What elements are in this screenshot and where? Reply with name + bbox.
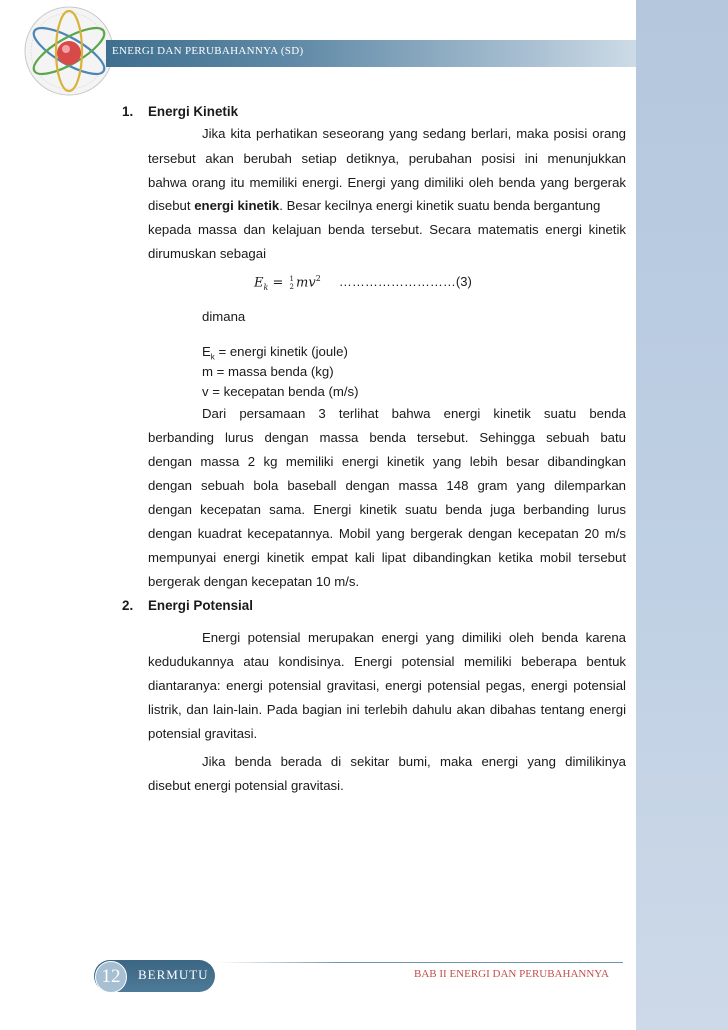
right-margin-bar <box>636 0 728 1030</box>
footer-chapter: BAB II ENERGI DAN PERUBAHANNYA <box>414 968 609 980</box>
paragraph-line: Jika benda berada di sekitar bumi, maka energi yang dimilikinya <box>202 754 626 769</box>
formula-lhs: E <box>254 275 264 291</box>
paragraph-line: dengan kuadrat kecepatannya. Mobil yang bergerak dengan kecepatan 20 m/s <box>148 526 626 541</box>
paragraph-line: dengan massa 2 kg memiliki energi kinetik yang lebih besar dibandingkan <box>148 454 626 469</box>
formula-rhs: mv <box>296 275 316 291</box>
paragraph-line: Jika kita perhatikan seseorang yang sedang berlari, maka posisi orang <box>202 126 626 141</box>
paragraph-line: bahwa orang itu memiliki energi. Energi yang dimiliki oleh benda yang bergerak <box>148 175 626 190</box>
section-1-title: Energi Kinetik <box>148 104 239 119</box>
paragraph-line: bergerak dengan kecepatan 10 m/s. <box>148 574 360 589</box>
paragraph-line: diantaranya: energi potensial gravitasi, energi potensial pegas, energi potensial <box>148 678 626 693</box>
def-symbol: m <box>202 364 213 379</box>
paragraph-line: listrik, dan lain-lain. Pada bagian ini terlebih dahulu akan dibahas tentang energi <box>148 702 626 717</box>
paragraph-line: mempunyai energi kinetik empat kali lipat dibandingkan ketika mobil tersebut <box>148 550 626 565</box>
definition-m <box>202 364 334 380</box>
paragraph-line: Dari persamaan 3 terlihat bahwa energi kinetik suatu benda <box>202 406 626 421</box>
def-text: = massa benda (kg) <box>213 364 334 379</box>
equation-number: ………………………(3) <box>338 274 472 290</box>
def-sub: k <box>210 352 215 362</box>
def-symbol: E <box>202 344 211 359</box>
disebut-word: disebut <box>148 198 191 213</box>
paragraph-text: Besar kecilnya energi kinetik suatu benda bergantung <box>286 198 601 213</box>
paragraph-line: dengan sebuah bola baseball dengan massa 148 gram yang dilemparkan <box>148 478 626 493</box>
fraction-numerator: 1 <box>289 274 295 283</box>
paragraph-line: tersebut akan berubah setiap detiknya, perubahan posisi ini menunjukkan <box>148 151 626 166</box>
fraction-denominator: 2 <box>289 282 295 291</box>
definition-v <box>202 384 359 400</box>
bold-term: energi kinetik <box>194 198 280 213</box>
paragraph-line: kepada massa dan kelajuan benda tersebut. Secara matematis energi kinetik <box>148 222 626 237</box>
formula-sup: 2 <box>315 274 321 283</box>
paragraph-line: dengan kecepatan sama. Energi kinetik suatu benda juga berbanding lurus <box>148 502 626 517</box>
section-2-title: Energi Potensial <box>148 598 253 613</box>
running-header: ENERGI DAN PERUBAHANNYA (SD) <box>112 45 304 57</box>
paragraph-line: disebut energi potensial gravitasi. <box>148 778 344 793</box>
def-symbol: v <box>202 384 209 399</box>
formula-fraction <box>290 275 294 291</box>
paragraph-line: kedudukannya atau kondisinya. Energi potensial memiliki beberapa bentuk <box>148 654 626 669</box>
atom-logo <box>20 2 118 100</box>
definition-ek <box>202 344 348 366</box>
paragraph-line: disebut energi kinetik. Besar kecilnya energi kinetik suatu benda bergantung <box>148 198 601 213</box>
formula-sub: k <box>263 282 269 292</box>
footer-brand: BERMUTU <box>138 967 209 982</box>
paragraph-line: potensial gravitasi. <box>148 726 258 741</box>
section-1-number: 1. <box>122 104 134 119</box>
page-number: 12 <box>95 961 127 993</box>
paragraph-line: Energi potensial merupakan energi yang dimiliki oleh benda karena <box>202 630 626 645</box>
kinetic-energy-formula <box>254 274 472 292</box>
footer-rule <box>216 962 623 963</box>
def-text: = kecepatan benda (m/s) <box>208 384 359 399</box>
paragraph-line: berbanding lurus dengan massa benda tersebut. Sehingga sebuah batu <box>148 430 626 445</box>
section-2-number: 2. <box>122 598 134 613</box>
formula-eq: = <box>272 275 284 291</box>
dimana-label: dimana <box>202 309 246 324</box>
paragraph-line: dirumuskan sebagai <box>148 246 267 261</box>
def-text: = energi kinetik (joule) <box>214 344 348 359</box>
